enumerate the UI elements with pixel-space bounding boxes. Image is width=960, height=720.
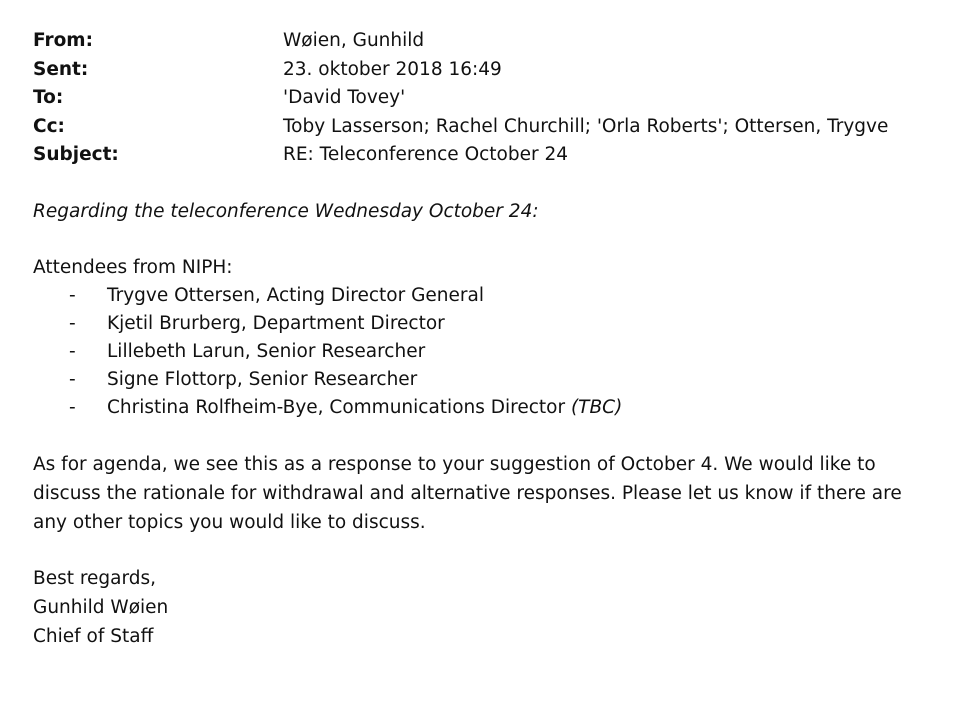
sent-row [33,56,933,85]
attendee-item [33,394,933,422]
to-row [33,84,933,113]
email-header [33,27,933,170]
list-dash: - [69,312,76,334]
signoff-block [33,565,933,652]
list-dash: - [69,340,76,362]
to-label: To: [33,87,64,109]
subject-row [33,141,933,170]
from-label: From: [33,30,93,52]
attendee-text: Lillebeth Larun, Senior Researcher [107,340,426,362]
sent-value: 23. oktober 2018 16:49 [283,58,502,80]
attendee-text: Trygve Ottersen, Acting Director General [107,284,485,306]
agenda-paragraph: As for agenda, we see this as a response to your suggestion of October 4. We would like to discuss the rationale for withdrawal and alternative responses. Please let us know if there are any other topics you would like to discuss. [33,453,902,533]
sent-label: Sent: [33,58,89,80]
attendee-item [33,310,933,338]
from-row [33,27,933,56]
attendees-heading: Attendees from NIPH: [33,256,233,278]
attendee-text-main: Christina Rolfheim-Bye, Communications Director [107,396,571,418]
intro-text: Regarding the teleconference Wednesday October 24: [33,200,539,222]
list-dash: - [69,368,76,390]
list-dash: - [69,396,76,418]
sender-name: Gunhild Wøien [33,597,169,618]
to-value: 'David Tovey' [283,87,406,109]
email-document [33,27,933,652]
list-dash: - [69,284,76,306]
cc-value: Toby Lasserson; Rachel Churchill; 'Orla Roberts'; Ottersen, Trygve [283,115,889,137]
closing-text: Best regards, [33,568,157,589]
cc-label: Cc: [33,115,65,137]
cc-row [33,113,933,142]
attendee-item [33,282,933,310]
sender-title: Chief of Staff [33,626,154,647]
attendee-text: Signe Flottorp, Senior Researcher [107,368,418,390]
tbc-note: (TBC) [570,396,623,418]
subject-value: RE: Teleconference October 24 [283,144,569,166]
subject-label: Subject: [33,144,119,166]
attendee-text: Kjetil Brurberg, Department Director [107,312,445,334]
attendee-item [33,338,933,366]
attendee-list [33,282,933,422]
from-value: Wøien, Gunhild [283,30,425,52]
attendee-item [33,366,933,394]
attendee-text [107,394,622,422]
